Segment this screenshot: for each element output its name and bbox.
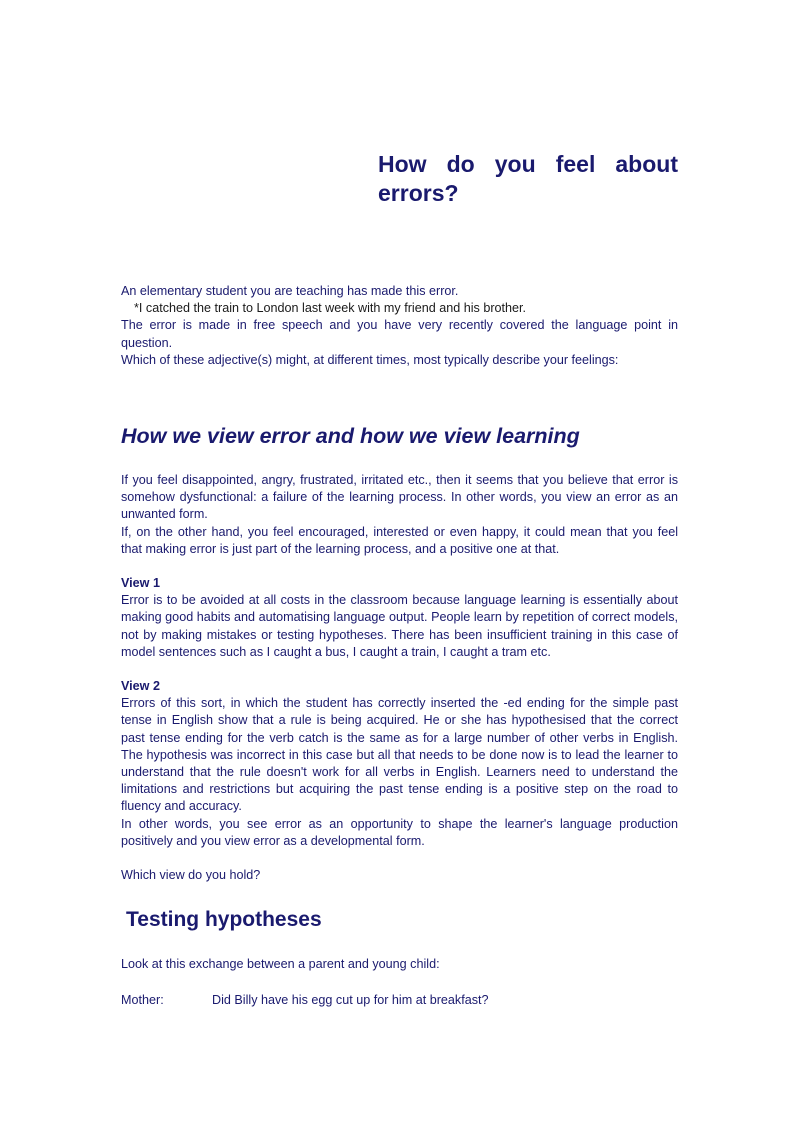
- utterance: Did Billy have his egg cut up for him at breakfast?: [212, 993, 489, 1007]
- paragraph: If you feel disappointed, angry, frustrated, irritated etc., then it seems that you believe that error is somehow dysfunctional: a failure of the learning process. In other words, you view an error as an unwanted form.: [121, 473, 678, 522]
- intro-line: An elementary student you are teaching has made this error.: [121, 284, 459, 298]
- intro-line: The error is made in free speech and you have very recently covered the language point in question.: [121, 318, 678, 350]
- speaker-label: Mother:: [121, 993, 164, 1007]
- paragraph: Errors of this sort, in which the student has correctly inserted the -ed ending for the simple past tense in English show that a rule is being acquired. He or she has hypothesised that the correct past tense ending for the verb catch is the same as for a large number of other verbs in English. The hypothesis was incorrect in this case but all that needs to be done now is to lead the learner to understand that the rule doesn't work for all verbs in English. Learners need to understand the limitations and restrictions but acquiring the past tense ending is a positive step on the road to fluency and accuracy.: [121, 696, 678, 814]
- view-label: View 1: [121, 576, 160, 591]
- section-heading: Testing hypotheses: [126, 908, 322, 931]
- paragraph: Error is to be avoided at all costs in the classroom because language learning is essentially about making good habits and automatising language output. People learn by repetition of correct models, not by making mistakes or testing hypotheses. There has been insufficient training in this case of model sentences such as I caught a bus, I caught a train, I caught a tram etc.: [121, 593, 678, 659]
- paragraph: Look at this exchange between a parent and young child:: [121, 957, 440, 971]
- intro-block: [121, 283, 678, 369]
- section-heading: How we view error and how we view learning: [121, 424, 580, 448]
- page-title: How do you feel about errors?: [378, 151, 678, 206]
- paragraph: If, on the other hand, you feel encouraged, interested or even happy, it could mean that you feel that making error is just part of the learning process, and a positive one at that.: [121, 524, 678, 556]
- view-label: View 2: [121, 679, 160, 694]
- section-body: [121, 472, 678, 884]
- section-intro: [121, 956, 678, 973]
- paragraph: In other words, you see error as an opportunity to shape the learner's language production positively and you view error as a developmental form.: [121, 816, 678, 848]
- intro-question: Which of these adjective(s) might, at different times, most typically describe your feelings:: [121, 352, 619, 367]
- question: Which view do you hold?: [121, 868, 261, 883]
- error-example: *I catched the train to London last week with my friend and his brother.: [134, 301, 527, 316]
- dialogue-line: [121, 993, 489, 1007]
